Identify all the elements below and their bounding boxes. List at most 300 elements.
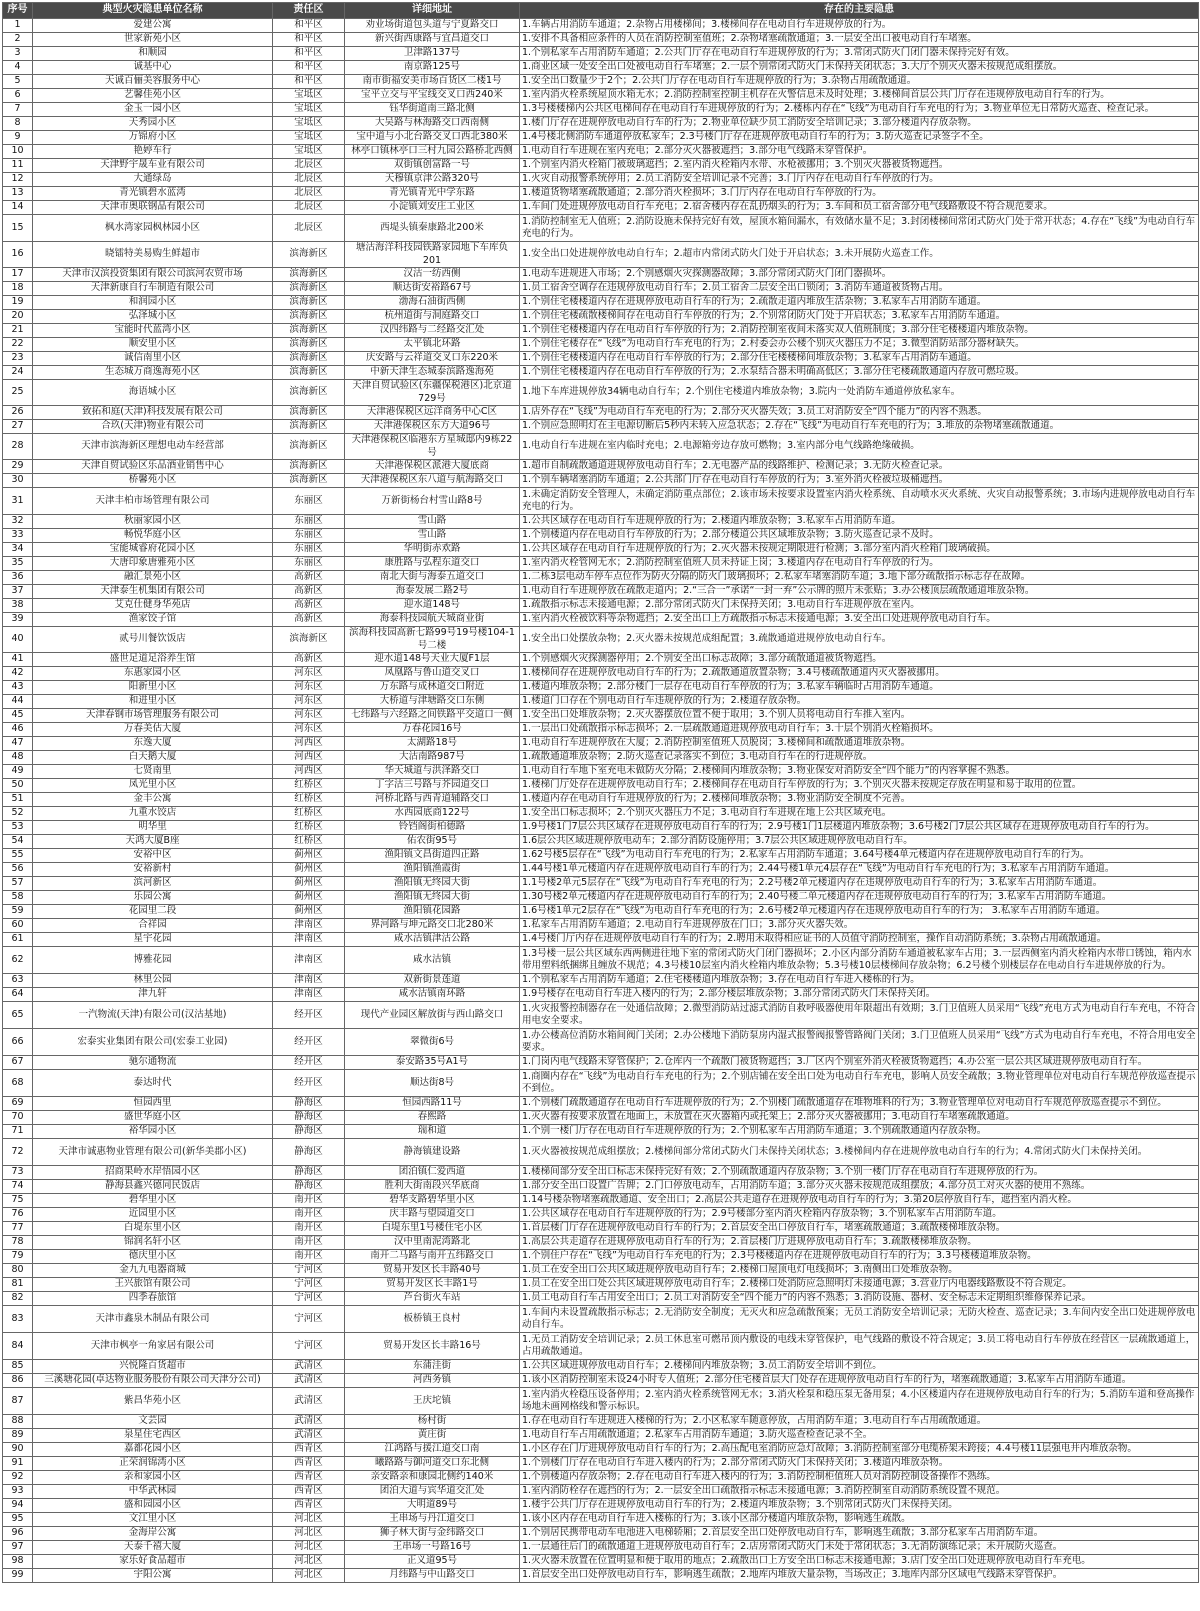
cell-index: 58 — [3, 891, 33, 905]
cell-unit-name: 和进里小区 — [33, 695, 273, 709]
cell-address: 铃铛阁街柏德路 — [345, 821, 520, 835]
cell-district: 南开区 — [273, 1222, 345, 1236]
table-row — [3, 352, 1199, 366]
cell-index: 18 — [3, 282, 33, 296]
cell-district: 滨海新区 — [273, 420, 345, 434]
cell-district: 静海区 — [273, 1111, 345, 1125]
cell-hazards: 1.楼道内存在电动自行车进规停放的行为；2.楼梯间堆放杂物；3.物业消防安全制度不完善。 — [520, 793, 1199, 807]
cell-unit-name: 天津丰柏市场管理有限公司 — [33, 488, 273, 515]
cell-address: 庆安路与云祥道交叉口东220米 — [345, 352, 520, 366]
cell-index: 12 — [3, 173, 33, 187]
cell-address: 河桥北路与西青道辅路交口 — [345, 793, 520, 807]
cell-index: 59 — [3, 905, 33, 919]
cell-hazards: 1.员工宿舍空调存在违规停放电动自行车；2.员工宿舍二层安全出口锁闭；3.消防车通道被货物占用。 — [520, 282, 1199, 296]
table-row — [3, 1527, 1199, 1541]
table-row — [3, 366, 1199, 380]
table-row — [3, 1443, 1199, 1457]
cell-district: 宁河区 — [273, 1333, 345, 1360]
cell-unit-name: 弘泽城小区 — [33, 310, 273, 324]
cell-index: 20 — [3, 310, 33, 324]
cell-address: 七纬路与六经路之间铁路平交道口一侧 — [345, 709, 520, 723]
cell-hazards: 1.个别住户存在“飞线”为电动自行车充电的行为；2.3号楼楼道内存在进规停放电动自行车的行为；3.3号楼楼道堆放杂物。 — [520, 1250, 1199, 1264]
cell-hazards: 1.6层公共区域进规停放电动车；2.部分消防设施停用；3.7层公共区域进规停放电动自行车。 — [520, 835, 1199, 849]
cell-district: 高新区 — [273, 585, 345, 599]
cell-district: 经开区 — [273, 1070, 345, 1097]
cell-hazards: 1.个别私家车占用消防车通道；2.公共门厅存在电动自行车进规停放的行为；3.常闭式防火门闭门器未保持完好有效。 — [520, 47, 1199, 61]
table-row — [3, 1471, 1199, 1485]
table-row — [3, 33, 1199, 47]
cell-unit-name: 天津新康自行车制造有限公司 — [33, 282, 273, 296]
cell-district: 滨海新区 — [273, 352, 345, 366]
cell-index: 95 — [3, 1513, 33, 1527]
cell-index: 49 — [3, 765, 33, 779]
cell-address: 王串场与丹江道交口 — [345, 1513, 520, 1527]
cell-index: 1 — [3, 19, 33, 33]
cell-hazards: 1.消防控制室无人值班；2.消防设施未保持完好有效，屋顶水箱间漏水，有效储水量不足；3.封闭楼梯间常闭式防火门处于常开状态；4.存在“飞线”为电动自行车充电的行为。 — [520, 215, 1199, 242]
cell-district: 宁河区 — [273, 1264, 345, 1278]
cell-index: 92 — [3, 1471, 33, 1485]
cell-index: 21 — [3, 324, 33, 338]
cell-unit-name: 招商果岭水岸悟园小区 — [33, 1166, 273, 1180]
cell-address: 迎水道148号 — [345, 599, 520, 613]
cell-hazards: 1.未确定消防安全管理人，未确定消防重点部位；2.该市场未按要求设置室内消火栓系统、自动喷水灭火系统、火灾自动报警系统；3.市场内进规停放电动自行车充电的行为。 — [520, 488, 1199, 515]
cell-unit-name: 世家新苑小区 — [33, 33, 273, 47]
cell-unit-name: 天津泰生机集团有限公司 — [33, 585, 273, 599]
cell-index: 14 — [3, 201, 33, 215]
table-row — [3, 1569, 1199, 1583]
cell-district: 滨海新区 — [273, 268, 345, 282]
cell-address: 曦路路与御河道交口东北侧 — [345, 1457, 520, 1471]
cell-hazards: 1.个别感烟火灾探测器停用；2.个别安全出口标志故障；3.部分疏散通道被货物遮挡。 — [520, 653, 1199, 667]
table-row — [3, 1029, 1199, 1056]
cell-district: 静海区 — [273, 1139, 345, 1166]
table-row — [3, 117, 1199, 131]
cell-index: 60 — [3, 919, 33, 933]
cell-index: 28 — [3, 434, 33, 460]
cell-unit-name: 宇阳公寓 — [33, 1569, 273, 1583]
cell-unit-name: 宝能城睿府花园小区 — [33, 543, 273, 557]
cell-index: 63 — [3, 974, 33, 988]
cell-address: 双新街景莲道 — [345, 974, 520, 988]
table-row — [3, 709, 1199, 723]
cell-district: 经开区 — [273, 1029, 345, 1056]
table-row — [3, 529, 1199, 543]
cell-address: 大吴路与林海路交口西南侧 — [345, 117, 520, 131]
cell-index: 39 — [3, 613, 33, 627]
cell-index: 24 — [3, 366, 33, 380]
cell-address: 狮子林大街与金纬路交口 — [345, 1527, 520, 1541]
cell-address: 黄庄街 — [345, 1429, 520, 1443]
cell-address: 万新街杨台村雪山路8号 — [345, 488, 520, 515]
cell-index: 82 — [3, 1292, 33, 1306]
cell-unit-name: 和润园小区 — [33, 296, 273, 310]
cell-hazards: 1.疏散通道堆放杂物；2.防火巡查记录落实不到位；3.电动自行车在的行进规停放。 — [520, 751, 1199, 765]
table-row — [3, 1278, 1199, 1292]
cell-unit-name: 七贤南里 — [33, 765, 273, 779]
cell-district: 红桥区 — [273, 821, 345, 835]
cell-district: 河东区 — [273, 709, 345, 723]
cell-index: 83 — [3, 1306, 33, 1333]
cell-unit-name: 碧华里小区 — [33, 1194, 273, 1208]
cell-index: 68 — [3, 1070, 33, 1097]
cell-unit-name: 诚基中心 — [33, 61, 273, 75]
cell-index: 7 — [3, 103, 33, 117]
table-row — [3, 751, 1199, 765]
cell-district: 河北区 — [273, 1527, 345, 1541]
cell-address: 贸易开发区长丰路16号 — [345, 1333, 520, 1360]
cell-district: 静海区 — [273, 1180, 345, 1194]
cell-index: 90 — [3, 1443, 33, 1457]
cell-hazards: 1.办公楼高位消防水箱间阀门关闭；2.办公楼地下消防泵房内湿式报警阀报警管路阀门关闭；3.门卫值班人员采用“飞线”方式为电动自行车充电，不符合用电安全要求。 — [520, 1029, 1199, 1056]
cell-district: 静海区 — [273, 1166, 345, 1180]
cell-index: 51 — [3, 793, 33, 807]
cell-unit-name: 天津市枫亭一角家居有限公司 — [33, 1333, 273, 1360]
cell-hazards: 1.个别楼门疏散通道存在电动自行车进规停放的行为；2.个别楼门疏散通道存在堆物堆料的行为；3.物业管理单位对电动自行车规范停放巡查提示不到位。 — [520, 1097, 1199, 1111]
table-row — [3, 1070, 1199, 1097]
cell-hazards: 1.门岗内电气线路未穿管保护；2.仓库内一个疏散门被货物遮挡；3.厂区内个别室外消火栓被货物遮挡；4.办公室一层公共区域进规停放电动自行车。 — [520, 1056, 1199, 1070]
col-header-district: 责任区 — [273, 3, 345, 19]
cell-index: 71 — [3, 1125, 33, 1139]
cell-hazards: 1.存在电动自行车进规进入楼梯的行为；2.小区私家车随意停放，占用消防车道；3.电动自行车占用疏散通道。 — [520, 1415, 1199, 1429]
cell-unit-name: 家乐好食品超市 — [33, 1555, 273, 1569]
table-row — [3, 1208, 1199, 1222]
cell-hazards: 1.地下车库进规停放34辆电动自行车；2.个别住宅楼道内堆放杂物；3.院内一处消防车通道停放私家车。 — [520, 380, 1199, 406]
cell-index: 98 — [3, 1555, 33, 1569]
cell-unit-name: 天津野宇晟车业有限公司 — [33, 159, 273, 173]
cell-unit-name: 桥馨苑小区 — [33, 474, 273, 488]
cell-index: 69 — [3, 1097, 33, 1111]
cell-index: 93 — [3, 1485, 33, 1499]
cell-district: 南开区 — [273, 1236, 345, 1250]
cell-hazards: 1.个别室内消火栓箱门被玻璃遮挡；2.室内消火栓箱内水带、水枪被挪用；3.个别灭火器被货物遮挡。 — [520, 159, 1199, 173]
table-row — [3, 1306, 1199, 1333]
cell-district: 红桥区 — [273, 779, 345, 793]
cell-unit-name: 盛世华庭小区 — [33, 1111, 273, 1125]
cell-district: 河北区 — [273, 1555, 345, 1569]
cell-hazards: 1.室内消防栓存在遮挡的行为；2.一层安全出口疏散指示标志未接通电源；3.消防控制室自动消防系统设置不规范。 — [520, 1485, 1199, 1499]
cell-hazards: 1.电动自行车地下室充电未做防火分隔；2.楼梯间内堆放杂物；3.物业保安对消防安全“四个能力”的内容掌握不熟悉。 — [520, 765, 1199, 779]
cell-address: 天津港保税区东方大道96号 — [345, 420, 520, 434]
table-row — [3, 1499, 1199, 1513]
cell-hazards: 1.44号楼1单元楼道内存在进规停放电动自行车的行为；2.44号楼1单元4层存在“飞线”为电动自行车充电的行为；3.私家车占用消防车通道。 — [520, 863, 1199, 877]
cell-address: 贸易开发区长丰路1号 — [345, 1278, 520, 1292]
cell-district: 河东区 — [273, 723, 345, 737]
cell-address: 中新天津生态城泰滨路逸海苑 — [345, 366, 520, 380]
cell-address: 西堤头镇秦康路北200米 — [345, 215, 520, 242]
cell-unit-name: 金玉一园小区 — [33, 103, 273, 117]
cell-index: 5 — [3, 75, 33, 89]
cell-index: 53 — [3, 821, 33, 835]
table-row — [3, 515, 1199, 529]
cell-unit-name: 顺安里小区 — [33, 338, 273, 352]
cell-district: 津南区 — [273, 974, 345, 988]
cell-index: 31 — [3, 488, 33, 515]
cell-unit-name: 正荣润锦湾小区 — [33, 1457, 273, 1471]
cell-address: 大沽南路987号 — [345, 751, 520, 765]
cell-district: 蓟州区 — [273, 877, 345, 891]
table-row — [3, 1555, 1199, 1569]
cell-hazards: 1.电动自行车进规在室内充电；2.部分灭火器被遮挡；3.部分电气线路未穿管保护。 — [520, 145, 1199, 159]
cell-hazards: 1.该小区内存在电动自行车进入楼栋的行为；3.该小区部分楼道内堆放杂物，影响逃生疏散。 — [520, 1513, 1199, 1527]
cell-unit-name: 万春美估大厦 — [33, 723, 273, 737]
cell-hazards: 1.高层公共走道存在进规停放电动自行车的行为；2.首层楼门厅进规停放电动自行车；3.疏散楼梯堆放杂物。 — [520, 1236, 1199, 1250]
cell-unit-name: 金九九电器商城 — [33, 1264, 273, 1278]
cell-address: 河西务镇 — [345, 1374, 520, 1388]
cell-district: 蓟州区 — [273, 863, 345, 877]
cell-index: 94 — [3, 1499, 33, 1513]
cell-address: 大明道89号 — [345, 1499, 520, 1513]
cell-hazards: 1.公共区域存在电动自行车进规停放的行为；2.灭火器未按规定期限进行检测；3.部分室内消火栓箱门玻璃破损。 — [520, 543, 1199, 557]
cell-index: 57 — [3, 877, 33, 891]
cell-address: 天穆镇京津公路320号 — [345, 173, 520, 187]
cell-index: 70 — [3, 1111, 33, 1125]
cell-district: 武清区 — [273, 1360, 345, 1374]
cell-address: 咸水沽镇 — [345, 947, 520, 974]
cell-district: 滨海新区 — [273, 366, 345, 380]
cell-address: 佑农街95号 — [345, 835, 520, 849]
cell-unit-name: 天津市奥联钢品有限公司 — [33, 201, 273, 215]
cell-index: 10 — [3, 145, 33, 159]
cell-district: 蓟州区 — [273, 905, 345, 919]
cell-index: 17 — [3, 268, 33, 282]
table-row — [3, 47, 1199, 61]
cell-district: 西青区 — [273, 1485, 345, 1499]
cell-address: 凤凰路与鲁山道交叉口 — [345, 667, 520, 681]
cell-unit-name: 天津市诚惠物业管理有限公司(新华美郡小区) — [33, 1139, 273, 1166]
cell-address: 水西园底商122号 — [345, 807, 520, 821]
table-row — [3, 1292, 1199, 1306]
cell-index: 61 — [3, 933, 33, 947]
cell-unit-name: 三溪塘花园(卓达物业服务股份有限公司天津分公司) — [33, 1374, 273, 1388]
cell-hazards: 1.4号楼北侧消防车通道停放私家车；2.3号楼门厅存在进规停放电动自行车的行为；3.防火巡查记录签字不全。 — [520, 131, 1199, 145]
cell-address: 咸水沽镇南环路 — [345, 988, 520, 1002]
cell-unit-name: 天津自贸试验区乐品酒业销售中心 — [33, 460, 273, 474]
cell-district: 滨海新区 — [273, 627, 345, 653]
cell-index: 26 — [3, 406, 33, 420]
cell-hazards: 1.电动自行车占用疏散通道；2.私家车占用消防车通道；3.防火巡查检查记录不全。 — [520, 1429, 1199, 1443]
cell-hazards: 1.首层安全出口处停放电动自行车，影响逃生疏散；2.地库内堆放大量杂物，当场改正；3.地库内部分区域电气线路未穿管保护。 — [520, 1569, 1199, 1583]
cell-hazards: 1.个别住宅楼疏散楼梯间存在电动自行车停放的行为；2.个别常闭防火门处于开启状态；3.私家车占用消防车通道。 — [520, 310, 1199, 324]
table-row — [3, 571, 1199, 585]
table-row — [3, 488, 1199, 515]
cell-hazards: 1.个别住宅楼楼道内存在电动自行车停放的行为；2.水泵结合器未明确高低区；3.部分住宅楼疏散通道内存放可燃垃圾。 — [520, 366, 1199, 380]
col-header-address: 详细地址 — [345, 3, 520, 19]
table-row — [3, 905, 1199, 919]
table-row — [3, 1194, 1199, 1208]
cell-unit-name: 王兴旅馆有限公司 — [33, 1278, 273, 1292]
cell-unit-name: 文芸园 — [33, 1415, 273, 1429]
table-row — [3, 653, 1199, 667]
cell-unit-name: 致拓和庭(天津)科技发展有限公司 — [33, 406, 273, 420]
cell-hazards: 1.3号楼楼梯内公共区电梯间存在电动自行车进规停放的行为；2.楼栋内存在“飞线”为电动自行车充电的行为；3.物业单位无日常防火巡查、检查记录。 — [520, 103, 1199, 117]
cell-index: 6 — [3, 89, 33, 103]
cell-hazards: 1.楼门厅存在进规停放电动自行车的行为；2.物业单位缺少员工消防安全培训记录；3.部分楼道内存放杂物。 — [520, 117, 1199, 131]
cell-index: 72 — [3, 1139, 33, 1166]
cell-unit-name: 金海岸公寓 — [33, 1527, 273, 1541]
cell-address: 月纬路与中山路交口 — [345, 1569, 520, 1583]
table-row — [3, 849, 1199, 863]
table-row — [3, 793, 1199, 807]
table-row — [3, 215, 1199, 242]
cell-unit-name: 天泰千禧大厦 — [33, 1541, 273, 1555]
table-row — [3, 779, 1199, 793]
cell-unit-name: 艺馨佳苑小区 — [33, 89, 273, 103]
table-row — [3, 1236, 1199, 1250]
cell-district: 高新区 — [273, 571, 345, 585]
cell-district: 东丽区 — [273, 488, 345, 515]
table-row — [3, 1222, 1199, 1236]
cell-unit-name: 天津市鑫泉木制品有限公司 — [33, 1306, 273, 1333]
cell-hazards: 1.一层出口处疏散指示标志损坏；2.一层疏散通道进规停放电动自行车；3.十层个别消火栓箱损坏。 — [520, 723, 1199, 737]
cell-index: 29 — [3, 460, 33, 474]
cell-address: 汉中里南泥湾路北 — [345, 1236, 520, 1250]
cell-district: 和平区 — [273, 75, 345, 89]
cell-unit-name: 九重水饺店 — [33, 807, 273, 821]
table-row — [3, 1374, 1199, 1388]
cell-hazards: 1.个别一楼门厅存在电动自行车进规停放的行为；2.个别私家车占用消防车通道；3.个别疏散通道内存放杂物。 — [520, 1125, 1199, 1139]
cell-index: 84 — [3, 1333, 33, 1360]
cell-district: 武清区 — [273, 1388, 345, 1415]
cell-index: 3 — [3, 47, 33, 61]
cell-district: 滨海新区 — [273, 434, 345, 460]
cell-district: 和平区 — [273, 33, 345, 47]
table-row — [3, 1457, 1199, 1471]
cell-hazards: 1.1号楼2单元5层存在“飞线”为电动自行车充电的行为；2.2号楼2单元楼道内存在违规停放电动自行车的行为；3.私家车占用消防车通道。 — [520, 877, 1199, 891]
table-row — [3, 933, 1199, 947]
cell-index: 16 — [3, 242, 33, 268]
cell-district: 红桥区 — [273, 807, 345, 821]
table-row — [3, 988, 1199, 1002]
cell-index: 81 — [3, 1278, 33, 1292]
cell-unit-name: 驰尔通物流 — [33, 1056, 273, 1070]
cell-district: 红桥区 — [273, 793, 345, 807]
cell-hazards: 1.个别楼道内存放杂物；2.存在电动自行车进入楼内的行为；3.消防控制柜值班人员对消防控制设备操作不熟练。 — [520, 1471, 1199, 1485]
cell-address: 正义道95号 — [345, 1555, 520, 1569]
table-row — [3, 89, 1199, 103]
cell-index: 15 — [3, 215, 33, 242]
cell-index: 11 — [3, 159, 33, 173]
table-row — [3, 613, 1199, 627]
table-row — [3, 1250, 1199, 1264]
cell-district: 津南区 — [273, 933, 345, 947]
cell-unit-name: 盛和园园小区 — [33, 1499, 273, 1513]
cell-hazards: 1.员工电动自行车占用安全出口；2.员工对消防安全“四个能力”的内容不熟悉；3.消防设施、器材、安全标志未定期组织维修保养记录。 — [520, 1292, 1199, 1306]
cell-district: 西青区 — [273, 1443, 345, 1457]
cell-hazards: 1.疏散指示标志未接通电源；2.部分常闭式防火门未保持关闭；3.电动自行车进规停放在室内。 — [520, 599, 1199, 613]
cell-index: 42 — [3, 667, 33, 681]
cell-index: 74 — [3, 1180, 33, 1194]
cell-address: 雪山路 — [345, 515, 520, 529]
cell-address: 南市街福安美市场百货区二楼1号 — [345, 75, 520, 89]
cell-district: 北辰区 — [273, 201, 345, 215]
cell-unit-name: 天诚百俪美容服务中心 — [33, 75, 273, 89]
cell-hazards: 1.个别楼门厅存在电动自行车进入楼内的行为；2.部分常闭式防火门未保持关闭；3.楼道内堆放杂物。 — [520, 1457, 1199, 1471]
cell-district: 蓟州区 — [273, 891, 345, 905]
cell-index: 37 — [3, 585, 33, 599]
cell-unit-name: 嘉都花园小区 — [33, 1443, 273, 1457]
cell-district: 河北区 — [273, 1569, 345, 1583]
cell-district: 北辰区 — [273, 187, 345, 201]
cell-unit-name: 大唐印象唐雅苑小区 — [33, 557, 273, 571]
table-row — [3, 1415, 1199, 1429]
cell-address: 渔阳镇无终园大街 — [345, 877, 520, 891]
cell-unit-name: 裕华园小区 — [33, 1125, 273, 1139]
table-row — [3, 324, 1199, 338]
cell-hazards: 1.4号楼门厅内存在进规停放电动自行车的行为；2.聘用未取得相应证书的人员值守消防控制室，操作自动消防系统；3.杂物占用疏散通道。 — [520, 933, 1199, 947]
cell-hazards: 1.楼梯间存在进规停放电动自行车的行为；2.疏散通道放置杂物；3.4号楼疏散通道内灭火器被挪用。 — [520, 667, 1199, 681]
table-row — [3, 599, 1199, 613]
cell-address: 界河路与坤元路交口北280米 — [345, 919, 520, 933]
table-row — [3, 557, 1199, 571]
cell-unit-name: 白堤东里小区 — [33, 1222, 273, 1236]
cell-unit-name: 和顺园 — [33, 47, 273, 61]
cell-address: 华明街赤欢路 — [345, 543, 520, 557]
hazard-table — [2, 2, 1199, 1583]
cell-hazards: 1.火灾自动报警系统停用；2.员工消防安全培训记录不完善；3.门厅内存在电动自行车停放的行为。 — [520, 173, 1199, 187]
cell-address: 天津港保税区临港东方星城邸内9栋22号 — [345, 434, 520, 460]
cell-unit-name: 文江里小区 — [33, 1513, 273, 1527]
cell-hazards: 1.个别居民携带电动车电池进入电梯轿厢；2.首层安全出口处停放电动自行车，影响逃生疏散；3.部分私家车占用消防车道。 — [520, 1527, 1199, 1541]
cell-address: 团泊大道与宾华道交汇处 — [345, 1485, 520, 1499]
cell-unit-name: 津九轩 — [33, 988, 273, 1002]
cell-unit-name: 泉星住宅西区 — [33, 1429, 273, 1443]
cell-unit-name: 大通绿岛 — [33, 173, 273, 187]
table-row — [3, 1002, 1199, 1029]
cell-unit-name: 青光镇碧水蓝湾 — [33, 187, 273, 201]
cell-district: 宝坻区 — [273, 89, 345, 103]
cell-unit-name: 海语城小区 — [33, 380, 273, 406]
table-row — [3, 103, 1199, 117]
cell-unit-name: 融汇景苑小区 — [33, 571, 273, 585]
cell-hazards: 1.该小区消防控制室未设24小时专人值班；2.部分住宅楼首层大门处存在进规停放电动自行车的行为，堵塞疏散通道；3.私家车占用消防车通道。 — [520, 1374, 1199, 1388]
table-row — [3, 1429, 1199, 1443]
cell-district: 静海区 — [273, 1097, 345, 1111]
cell-hazards: 1.3号楼一层公共区域东西两侧进往地下室的常闭式防火门闭门器损坏；2.小区内部分消防车通道被私家车占用；3.一层西侧室内消火栓箱内水带口锈蚀，箱内水带用塑料纸捆绑且缠放不规范；4.3号楼10层室内消火栓箱内堆放杂物；5.3号楼10层楼梯间存放杂物；6.2号楼个别楼层存在电动自行车进规停放的行为。 — [520, 947, 1199, 974]
cell-hazards: 1.室内消火栓系统屋顶水箱无水；2.消防控制室控制主机存在火警信息未及时处理；3.楼梯间首层公共门厅存在违规停放电动自行车的行为。 — [520, 89, 1199, 103]
cell-address: 汉沽一纺西侧 — [345, 268, 520, 282]
cell-unit-name: 锦润名轩小区 — [33, 1236, 273, 1250]
cell-hazards: 1.小区存在门厅进规停放电动自行车的行为；2.高压配电室消防应急灯故障；3.消防控制室部分电缆桥架未跨接；4.4号楼11层强电井内堆放杂物。 — [520, 1443, 1199, 1457]
cell-district: 宁河区 — [273, 1278, 345, 1292]
cell-address: 小淀镇刘安庄工业区 — [345, 201, 520, 215]
cell-index: 75 — [3, 1194, 33, 1208]
cell-address: 丁字沽三号路与芥园道交口 — [345, 779, 520, 793]
cell-address: 翠微街6号 — [345, 1029, 520, 1056]
table-row — [3, 1166, 1199, 1180]
cell-district: 宁河区 — [273, 1292, 345, 1306]
cell-district: 滨海新区 — [273, 380, 345, 406]
cell-address: 海泰科技园航天城商业街 — [345, 613, 520, 627]
cell-address: 贸易开发区长丰路40号 — [345, 1264, 520, 1278]
cell-district: 西青区 — [273, 1457, 345, 1471]
cell-hazards: 1.首层楼门厅存在进规停放电动自行车的行为；2.首层安全出口停放自行车，堵塞疏散通道；3.疏散楼梯堆放杂物。 — [520, 1222, 1199, 1236]
cell-hazards: 1.灭火器未放置在位置明显和便于取用的地点；2.疏散出口上方安全出口标志未接通电源；3.店门安全出口处进规停放电动自行车充电。 — [520, 1555, 1199, 1569]
cell-unit-name: 生态城万商逸海苑小区 — [33, 366, 273, 380]
cell-hazards: 1.公共区域存在电动自行车进规停放的行为；2.9号楼部分室内消火栓箱内存放杂物；3.个别私家车占用消防车道。 — [520, 1208, 1199, 1222]
cell-unit-name: 安裕新村 — [33, 863, 273, 877]
cell-hazards: 1.车间门处进规停放电动自行车充电；2.宿舍楼内存在乱扔烟头的行为；3.车间和员工宿舍部分电气线路敷设不符合规范要求。 — [520, 201, 1199, 215]
cell-hazards: 1.无员工消防安全培训记录；2.员工休息室可燃吊顶内敷设的电线未穿管保护，电气线路的敷设不符合规定；3.员工将电动自行车停放在经营区一层疏散通道上，占用疏散通道。 — [520, 1333, 1199, 1360]
cell-address: 林亭口镇林亭口三村九园公路桥北西侧 — [345, 145, 520, 159]
cell-hazards: 1.安全出口数量少于2个；2.公共门厅存在电动自行车进规停放的行为；3.杂物占用疏散通道。 — [520, 75, 1199, 89]
table-row — [3, 406, 1199, 420]
cell-address: 万东路与成林道交口附近 — [345, 681, 520, 695]
cell-district: 河东区 — [273, 667, 345, 681]
table-row — [3, 1513, 1199, 1527]
cell-hazards: 1.一层通往后门的疏散通道上进规停放电动自行车；2.店房常闭式防火门未处于常闭状态；3.无消防演练记录；未开展防火巡查。 — [520, 1541, 1199, 1555]
table-row — [3, 420, 1199, 434]
cell-address: 恒园西路11号 — [345, 1097, 520, 1111]
